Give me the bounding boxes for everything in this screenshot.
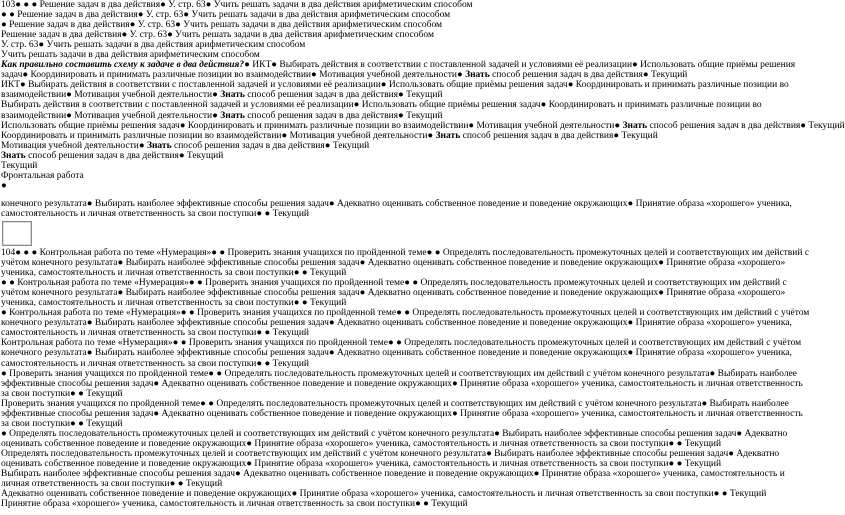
text-line: ● Решение задач в два действия● У. стр. 63● Учить решать задачи в два действия арифметическим способом bbox=[1, 20, 443, 31]
text-paragraph: ● Контрольная работа по теме «Нумерация»● ● Проверить знания учащихся по пройденной теме● ● Определять последовательность промежуточных целей и соответствующих им действий с учётом конечного результата● Выбирать наиболее эффективные способы решения задач● Адекватно оценивать собственное поведение и поведение окружающих● Принятие образа «хорошего» ученика, самостоятельность и личная ответственность за свои поступки● ● Текущий bbox=[1, 308, 810, 339]
text-line: 103● ● ● Решение задач в два действия● У. стр. 63● Учить решать задачи в два действия арифметическим способом bbox=[1, 0, 473, 10]
document-page bbox=[1, 0, 845, 510]
text-run: взаимодействии● Мотивация учебной деятельности● bbox=[1, 110, 221, 121]
question-text: Как правильно составить схему к задаче в два действия? bbox=[1, 60, 245, 71]
spacer bbox=[1, 191, 813, 199]
text-line: Учить решать задачи в два действия арифметическим способом bbox=[1, 50, 260, 61]
text-run: способ решения задач в два действия● Текущий bbox=[244, 110, 443, 121]
text-paragraph: Выбирать наиболее эффективные способы решения задач● Адекватно оценивать собственное поведение и поведение окружающих● Принятие образа «хорошего» ученика, самостоятельность и личная ответственность за свои поступки● ● Текущий bbox=[1, 469, 785, 490]
text-run: способ решения задач в два действия● Текущий bbox=[171, 140, 370, 151]
text-paragraph: 104● ● ● Контрольная работа по теме «Нумерация»● ● Проверить знания учащихся по пройденной теме● ● Определять последовательность промежуточных целей и соответствующих им действий с учётом конечного результата● Выбирать наиболее эффективные способы решения задач● Адекватно оценивать собственное поведение и поведение окружающих● Принятие образа «хорошего» ученика, самостоятельность и личная ответственность за свои поступки● ● Текущий bbox=[1, 247, 810, 279]
bold-word: Знать bbox=[1, 150, 26, 161]
bold-word: Знать bbox=[622, 120, 648, 131]
text-run: способ решения задач в два действия● Текущий bbox=[460, 130, 658, 141]
text-run: Использовать общие приёмы решения задач● Координировать и принимать различные позиции во взаимодействии● Мотивация учебной деятельности● bbox=[1, 120, 623, 131]
text-line bbox=[1, 120, 845, 131]
text-paragraph: ● Проверить знания учащихся по пройденной теме● ● Определять последовательность промежуточных целей и соответствующих им действий с учётом конечного результата● Выбирать наиболее эффективные способы решения задач● Адекватно оценивать собственное поведение и поведение окружающих● Принятие образа «хорошего» ученика, самостоятельность и личная ответственность за свои поступки● ● Текущий bbox=[1, 368, 803, 399]
image-placeholder bbox=[2, 221, 32, 246]
text-run: способ решения задач в два действия● Текущий bbox=[489, 70, 688, 81]
bold-word: Знать bbox=[435, 130, 461, 141]
text-run: способ решения задач в два действия● Текущий bbox=[25, 150, 224, 161]
text-run: ● ИКТ● Выбирать действия в соответствии с поставленной задачей и условиями её реализации● Использовать общие приёмы решения bbox=[244, 60, 796, 71]
text-line bbox=[1, 111, 813, 121]
text-run: способ решения задач в два действия● Текущий bbox=[244, 90, 443, 101]
text-paragraph: Контрольная работа по теме «Нумерация»● ● Проверить знания учащихся по пройденной теме● ● Определять последовательность промежуточных целей и соответствующих им действий с учётом конечного результата● Выбирать наиболее эффективные способы решения задач● Адекватно оценивать собственное поведение и поведение окружающих● Принятие образа «хорошего» ученика, самостоятельность и личная ответственность за свои поступки● ● Текущий bbox=[1, 338, 802, 369]
text-line bbox=[1, 70, 813, 80]
text-line: Текущий bbox=[1, 160, 38, 171]
text-line: ● bbox=[1, 180, 7, 191]
text-paragraph: ● ● Контрольная работа по теме «Нумерация»● ● Проверить знания учащихся по пройденной теме● ● Определять последовательность промежуточных целей и соответствующих им действий с учётом конечного результата● Выбирать наиболее эффективные способы решения задач● Адекватно оценивать собственное поведение и поведение окружающих● Принятие образа «хорошего» ученика, самостоятельность и личная ответственность за свои поступки● ● Текущий bbox=[1, 278, 787, 309]
text-paragraph: ● Определять последовательность промежуточных целей и соответствующих им действий с учётом конечного результата● Выбирать наиболее эффективные способы решения задач● Адекватно оценивать собственное поведение и поведение окружающих● Принятие образа «хорошего» ученика, самостоятельность и личная ответственность за свои поступки● ● Текущий bbox=[1, 428, 788, 449]
bold-word: Знать bbox=[146, 140, 172, 151]
text-paragraph: Определять последовательность промежуточных целей и соответствующих им действий с учётом конечного результата● Выбирать наиболее эффективные способы решения задач● Адекватно оценивать собственное поведение и поведение окружающих● Принятие образа «хорошего» ученика, самостоятельность и личная ответственность за свои поступки● ● Текущий bbox=[1, 448, 780, 469]
text-line bbox=[1, 90, 813, 100]
text-line bbox=[1, 60, 813, 70]
bold-word: Знать bbox=[220, 110, 245, 121]
text-paragraph: конечного результата● Выбирать наиболее эффективные способы решения задач● Адекватно оценивать собственное поведение и поведение окружающих● Принятие образа «хорошего» ученика, самостоятельность и личная ответственность за свои поступки● ● Текущий bbox=[1, 198, 792, 219]
text-line bbox=[1, 141, 813, 151]
text-line: У. стр. 63● Учить решать задачи в два действия арифметическим способом bbox=[1, 40, 306, 51]
text-paragraph: Принятие образа «хорошего» ученика, самостоятельность и личная ответственность за свои поступки● ● Текущий bbox=[1, 499, 468, 510]
text-line bbox=[1, 131, 813, 141]
text-line: Решение задач в два действия● У. стр. 63● Учить решать задачи в два действия арифметическим способом bbox=[1, 30, 434, 41]
text-run: способ решения задач в два действия● Текущий bbox=[647, 120, 845, 131]
text-run: Координировать и принимать различные позиции во взаимодействии● Мотивация учебной деятельности● bbox=[1, 130, 436, 141]
text-line: ● ● Решение задач в два действия● У. стр. 63● Учить решать задачи в два действия арифметическим способом bbox=[1, 10, 451, 21]
bold-word: Знать bbox=[220, 90, 245, 101]
text-line: Фронтальная работа bbox=[1, 170, 84, 181]
text-line: ИКТ● Выбирать действия в соответствии с поставленной задачей и условиями её реализации● Использовать общие приёмы решения задач● Координировать и принимать различные позиции во bbox=[1, 80, 789, 91]
text-paragraph: Адекватно оценивать собственное поведение и поведение окружающих● Принятие образа «хорошего» ученика, самостоятельность и личная ответственность за свои поступки● ● Текущий bbox=[1, 489, 767, 500]
text-line: Выбирать действия в соответствии с поставленной задачей и условиями её реализации● Использовать общие приёмы решения задач● Координировать и принимать различные позиции во bbox=[1, 100, 762, 111]
text-run: задач● Координировать и принимать различные позиции во взаимодействии● Мотивация учебной деятельности● bbox=[1, 70, 466, 81]
bold-word: Знать bbox=[465, 70, 490, 81]
text-paragraph: Проверить знания учащихся по пройденной теме● ● Определять последовательность промежуточных целей и соответствующих им действий с учётом конечного результата● Выбирать наиболее эффективные способы решения задач● Адекватно оценивать собственное поведение и поведение окружающих● Принятие образа «хорошего» ученика, самостоятельность и личная ответственность за свои поступки● ● Текущий bbox=[1, 398, 803, 429]
text-run: взаимодействии● Мотивация учебной деятельности● bbox=[1, 90, 221, 101]
text-run: Мотивация учебной деятельности● bbox=[1, 140, 147, 151]
text-line bbox=[1, 151, 813, 161]
